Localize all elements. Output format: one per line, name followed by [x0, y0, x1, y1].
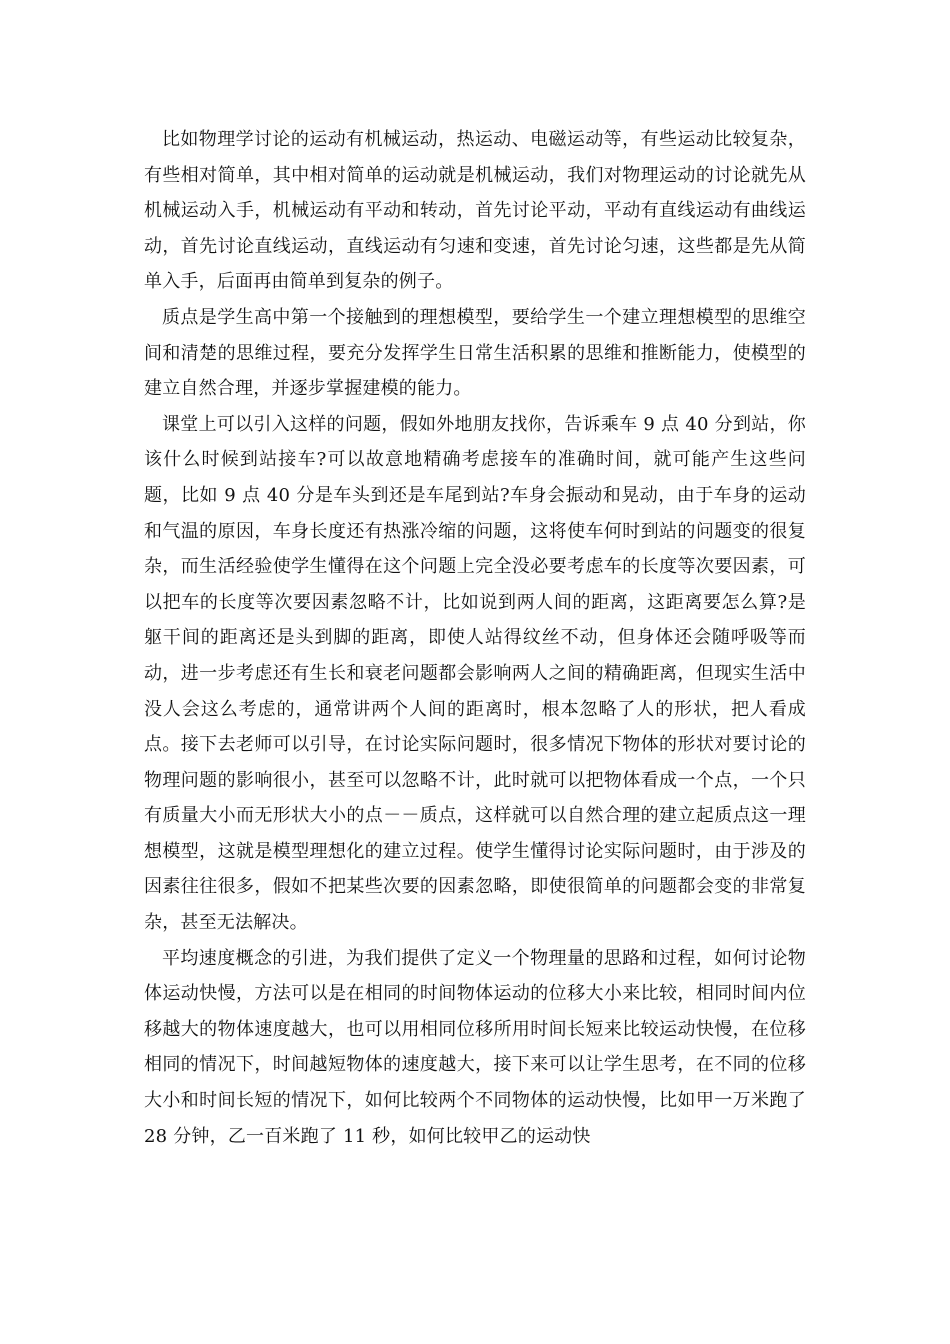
paragraph-average-velocity: 平均速度概念的引进，为我们提供了定义一个物理量的思路和过程，如何讨论物体运动快慢，方法可以是在相同的时间物体运动的位移大小来比较，相同时间内位移越大的物体速度越大，也可以用相同位移所用时间长短来比较运动快慢，在位移相同的情况下，时间越短物体的速度越大，接下来可以让学生思考，在不同的位移大小和时间长短的情况下，如何比较两个不同物体的运动快慢，比如甲一万米跑了 28 分钟，乙一百米跑了 11 秒，如何比较甲乙的运动快 — [144, 947, 806, 1147]
paragraph-mechanical-motion: 比如物理学讨论的运动有机械运动，热运动、电磁运动等，有些运动比较复杂，有些相对简单，其中相对简单的运动就是机械运动，我们对物理运动的讨论就先从机械运动入手，机械运动有平动和转动，首先讨论平动，平动有直线运动有曲线运动，首先讨论直线运动，直线运动有匀速和变速，首先讨论匀速，这些都是先从简单入手，后面再由简单到复杂的例子。 — [144, 129, 806, 293]
paragraph-particle-model: 质点是学生高中第一个接触到的理想模型，要给学生一个建立理想模型的思维空间和清楚的思维过程，要充分发挥学生日常生活积累的思维和推断能力，使模型的建立自然合理，并逐步掌握建模的能力。 — [144, 306, 806, 400]
document-body — [144, 122, 806, 1154]
paragraph-classroom-example: 课堂上可以引入这样的问题，假如外地朋友找你，告诉乘车 9 点 40 分到站，你该什么时候到站接车?可以故意地精确考虑接车的准确时间，就可能产生这些问题，比如 9 点 40 分是车头到还是车尾到站?车身会振动和晃动，由于车身的运动和气温的原因，车身长度还有热涨冷缩的问题，这将使车何时到站的问题变的很复杂，而生活经验使学生懂得在这个问题上完全没必要考虑车的长度等次要因素，可以把车的长度等次要因素忽略不计，比如说到两人间的距离，这距离要怎么算?是躯干间的距离还是头到脚的距离，即使人站得纹丝不动，但身体还会随呼吸等而动，进一步考虑还有生长和衰老问题都会影响两人之间的精确距离，但现实生活中没人会这么考虑的，通常讲两个人间的距离时，根本忽略了人的形状，把人看成点。接下去老师可以引导，在讨论实际问题时，很多情况下物体的形状对要讨论的物理问题的影响很小，甚至可以忽略不计，此时就可以把物体看成一个点，一个只有质量大小而无形状大小的点－－质点，这样就可以自然合理的建立起质点这一理想模型，这就是模型理想化的建立过程。使学生懂得讨论实际问题时，由于涉及的因素往往很多，假如不把某些次要的因素忽略，即使很简单的问题都会变的非常复杂，甚至无法解决。 — [144, 413, 806, 934]
